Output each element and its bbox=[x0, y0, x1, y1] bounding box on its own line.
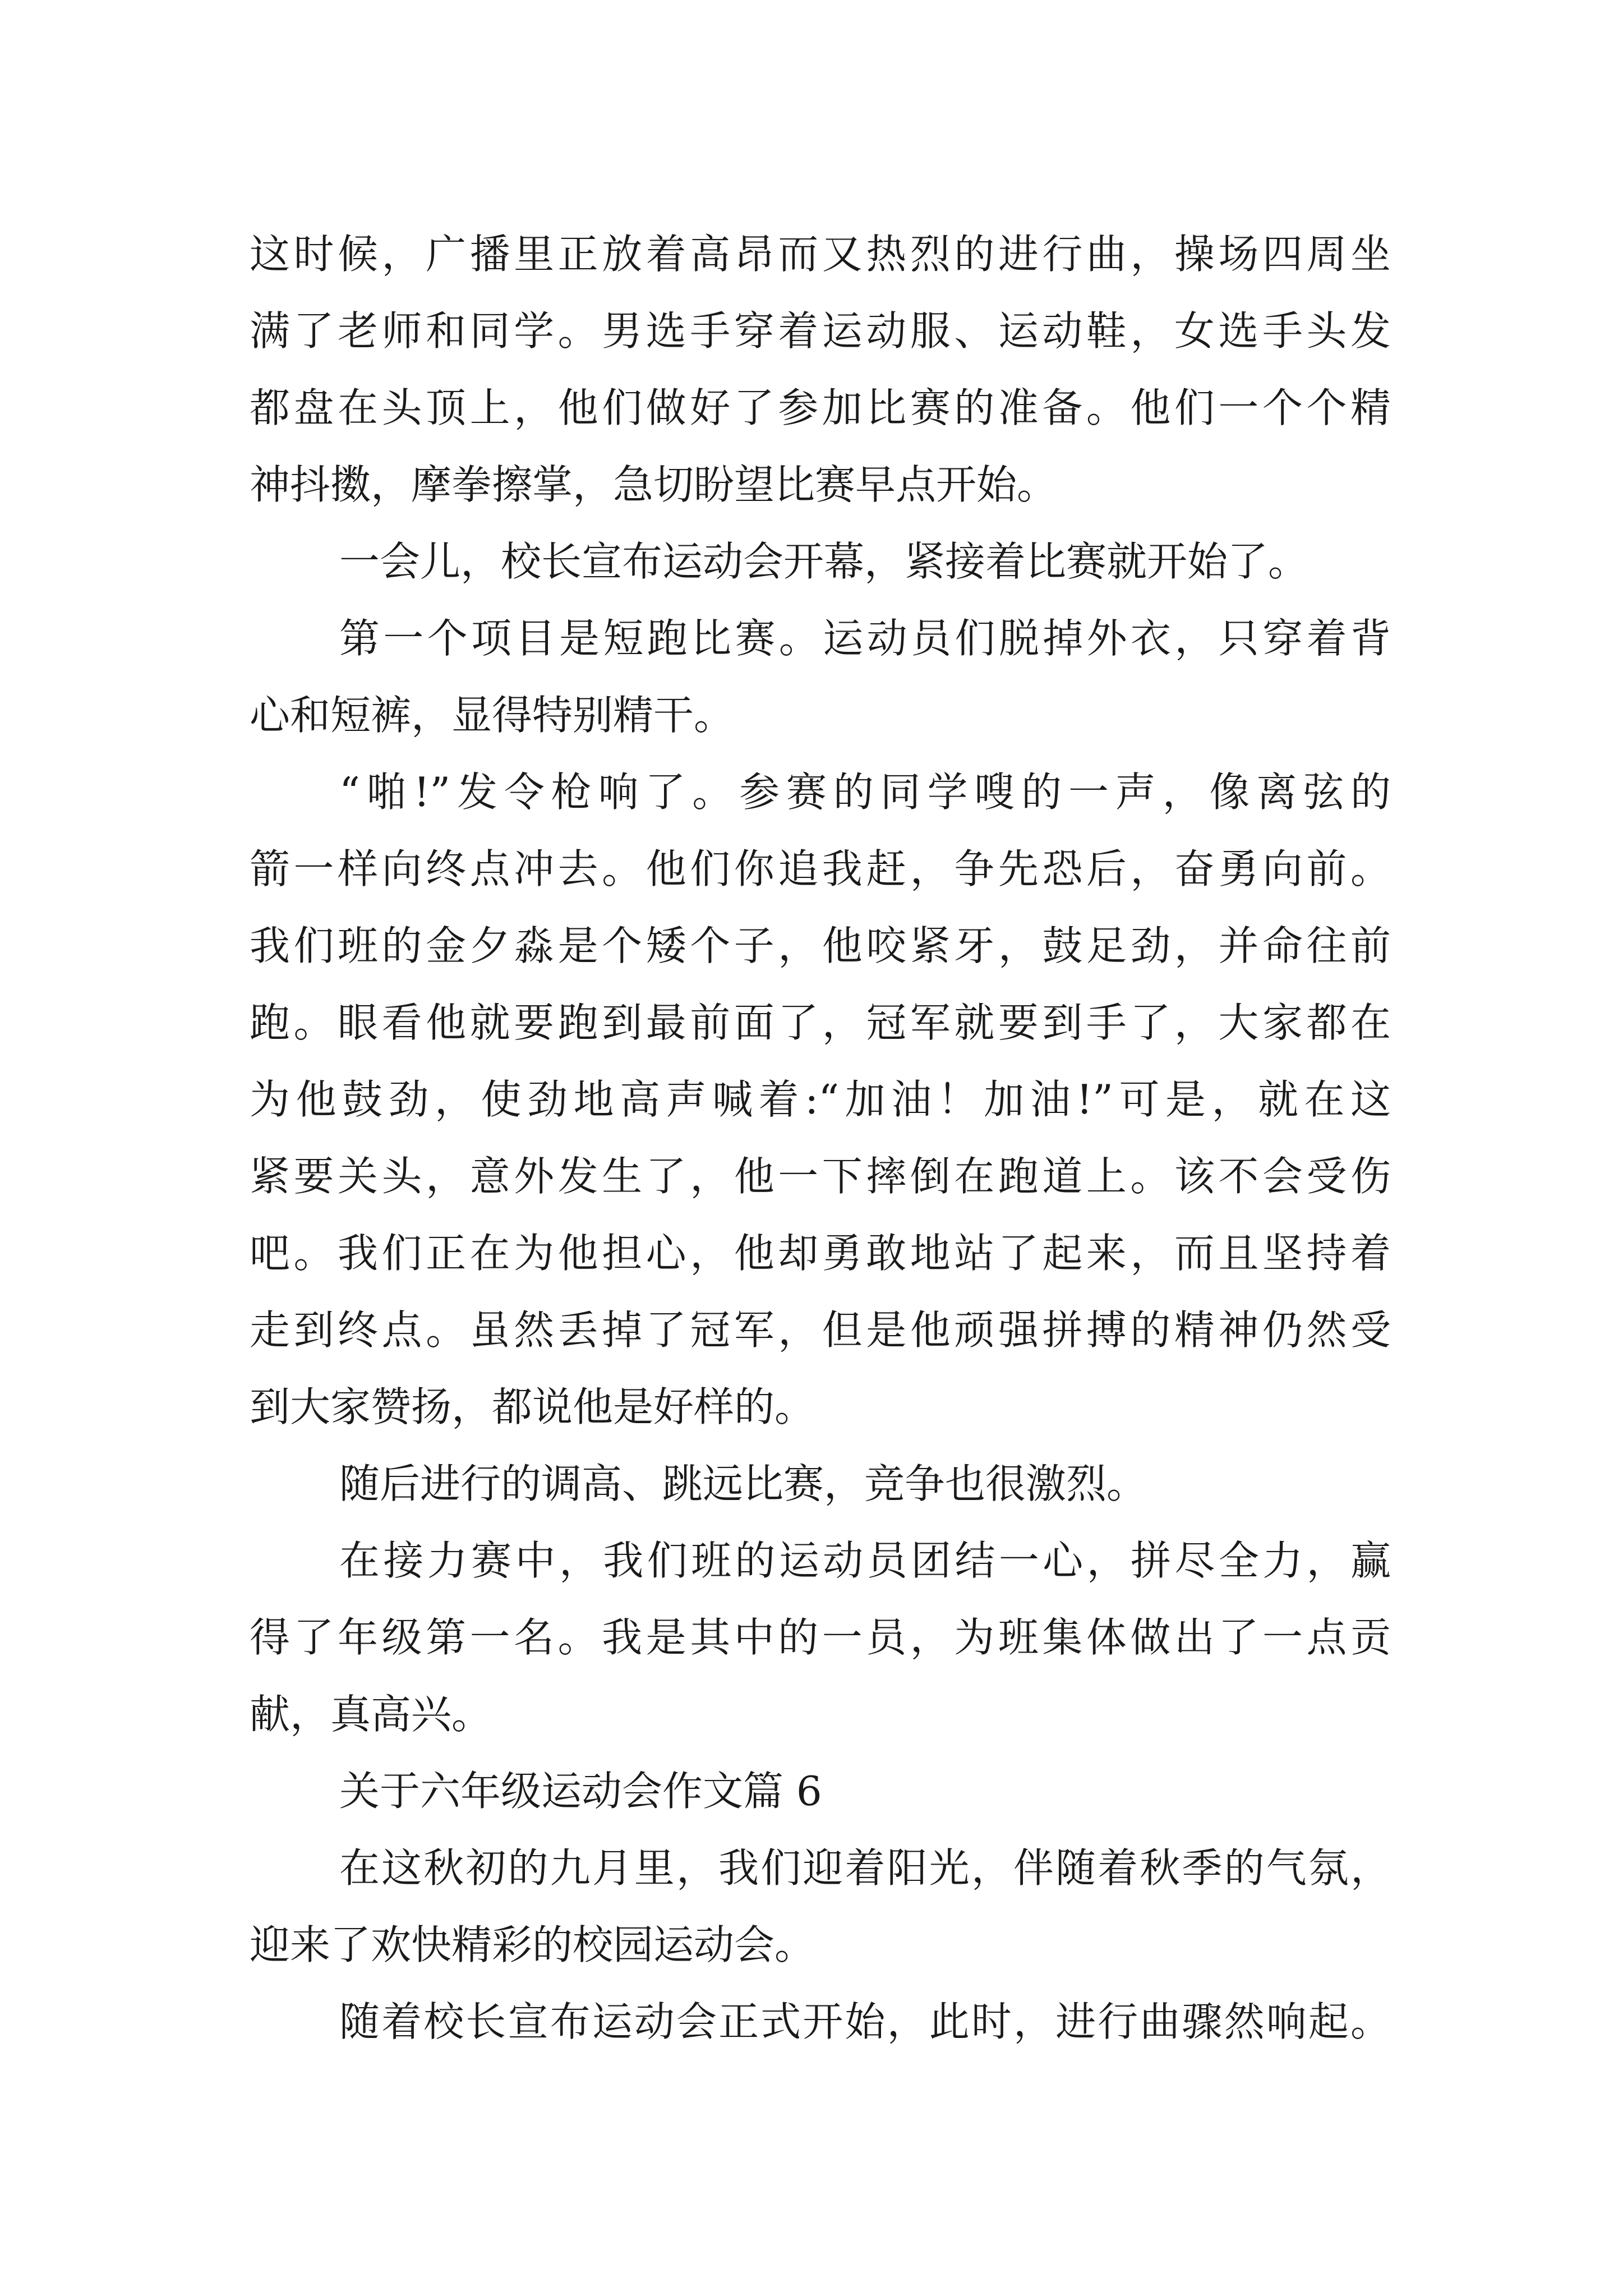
essay-body bbox=[250, 216, 1391, 2060]
text-line: 走到终点。虽然丢掉了冠军，但是他顽强拼搏的精神仍然受 bbox=[250, 1306, 1391, 1354]
text-line: 在接力赛中，我们班的运动员团结一心，拼尽全力，赢 bbox=[339, 1537, 1391, 1584]
section-heading: 关于六年级运动会作文篇 6 bbox=[339, 1768, 822, 1815]
text-line: 吧。我们正在为他担心，他却勇敢地站了起来，而且坚持着 bbox=[250, 1230, 1391, 1277]
text-line: 都盘在头顶上，他们做好了参加比赛的准备。他们一个个精 bbox=[250, 384, 1391, 431]
text-line: 为他鼓劲，使劲地高声喊着:“加油！加油!”可是，就在这 bbox=[250, 1076, 1391, 1123]
text-line: 一会儿，校长宣布运动会开幕，紧接着比赛就开始了。 bbox=[339, 538, 1309, 585]
text-line: 得了年级第一名。我是其中的一员，为班集体做出了一点贡 bbox=[250, 1614, 1391, 1661]
text-line: 随着校长宣布运动会正式开始，此时，进行曲骤然响起。 bbox=[339, 1998, 1391, 2045]
text-line: 心和短裤，显得特别精干。 bbox=[250, 692, 735, 739]
text-line: 第一个项目是短跑比赛。运动员们脱掉外衣，只穿着背 bbox=[339, 615, 1391, 662]
text-line: 在这秋初的九月里，我们迎着阳光，伴随着秋季的气氛， bbox=[339, 1844, 1391, 1892]
text-line: 迎来了欢快精彩的校园运动会。 bbox=[250, 1921, 815, 1968]
text-line: 献，真高兴。 bbox=[250, 1691, 492, 1738]
text-line: 到大家赞扬，都说他是好样的。 bbox=[250, 1383, 815, 1430]
text-line: “啪!”发令枪响了。参赛的同学嗖的一声，像离弦的 bbox=[339, 769, 1391, 816]
text-line: 箭一样向终点冲去。他们你追我赶，争先恐后，奋勇向前。 bbox=[250, 845, 1391, 892]
text-line: 紧要关头，意外发生了，他一下摔倒在跑道上。该不会受伤 bbox=[250, 1153, 1391, 1200]
text-line: 这时候，广播里正放着高昂而又热烈的进行曲，操场四周坐 bbox=[250, 231, 1391, 278]
text-line: 跑。眼看他就要跑到最前面了，冠军就要到手了，大家都在 bbox=[250, 999, 1391, 1046]
text-line: 我们班的金夕淼是个矮个子，他咬紧牙，鼓足劲，并命往前 bbox=[250, 922, 1391, 969]
text-line: 随后进行的调高、跳远比赛，竞争也很激烈。 bbox=[339, 1460, 1147, 1507]
text-line: 神抖擞，摩拳擦掌，急切盼望比赛早点开始。 bbox=[250, 461, 1058, 508]
text-line: 满了老师和同学。男选手穿着运动服、运动鞋，女选手头发 bbox=[250, 307, 1391, 355]
